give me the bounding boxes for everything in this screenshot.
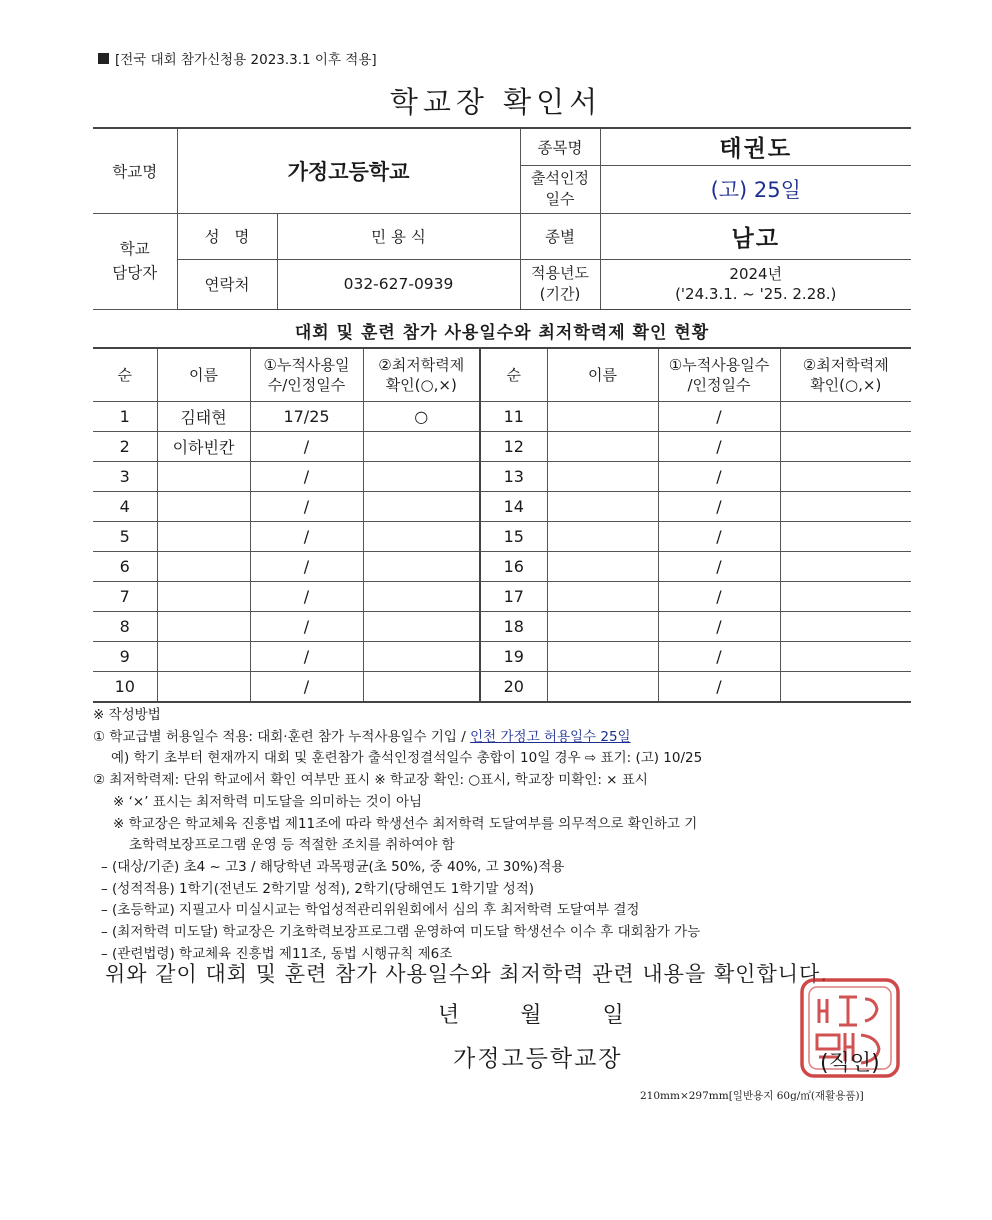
student-name — [547, 582, 658, 612]
row-number: 18 — [480, 612, 547, 642]
days-used: / — [250, 522, 363, 552]
student-name — [547, 552, 658, 582]
min-academic-check — [363, 492, 480, 522]
row-number: 9 — [93, 642, 157, 672]
table-row — [93, 492, 911, 522]
col-header-check-left: ②최저학력제 확인(○,×) — [363, 348, 480, 402]
student-name — [157, 672, 250, 703]
row-number: 16 — [480, 552, 547, 582]
contact-name-value: 민 용 식 — [277, 213, 520, 259]
seal-label: (직인) — [820, 1051, 880, 1076]
days-used: / — [250, 582, 363, 612]
days-used: / — [250, 462, 363, 492]
min-academic-check — [780, 612, 911, 642]
confirmation-statement: 위와 같이 대회 및 훈련 참가 사용일수와 최저학력 관련 내용을 확인합니다. — [105, 962, 829, 986]
sport-label: 종목명 — [520, 128, 600, 165]
applicable-year-value: 2024년 — [729, 265, 783, 283]
row-number: 11 — [480, 402, 547, 432]
roster-header-row — [93, 348, 911, 402]
student-name — [547, 672, 658, 703]
table-row — [93, 462, 911, 492]
student-name — [157, 552, 250, 582]
student-name — [547, 462, 658, 492]
min-academic-check — [780, 582, 911, 612]
school-info-table — [93, 127, 911, 310]
student-name — [157, 522, 250, 552]
row-number: 20 — [480, 672, 547, 703]
applicable-year-label: 적용년도 (기간) — [520, 259, 600, 309]
days-used: / — [250, 672, 363, 703]
division-value: 남고 — [600, 213, 911, 259]
student-name — [547, 492, 658, 522]
instruction-line: – (최저학력 미도달) 학교장은 기초학력보장프로그램 운영하여 미도달 학생선수 이수 후 대회참가 가능 — [101, 924, 701, 941]
col-header-days-right: ①누적사용일수 /인정일수 — [658, 348, 780, 402]
min-academic-check — [780, 552, 911, 582]
days-used: / — [250, 492, 363, 522]
min-academic-check — [363, 582, 480, 612]
row-number: 2 — [93, 432, 157, 462]
row-number: 17 — [480, 582, 547, 612]
instruction-line: – (대상/기준) 초4 ~ 고3 / 해당학년 과목평균(초 50%, 중 40%, 고 30%)적용 — [101, 858, 565, 875]
row-number: 10 — [93, 672, 157, 703]
attendance-days-value: (고) 25일 — [600, 165, 911, 213]
student-name — [157, 612, 250, 642]
days-used: / — [250, 642, 363, 672]
student-name — [547, 612, 658, 642]
contact-group-label: 학교 담당자 — [93, 213, 177, 309]
table-row — [93, 672, 911, 703]
document-title: 학교장 확인서 — [389, 85, 603, 119]
section-title: 대회 및 훈련 참가 사용일수와 최저학력제 확인 현황 — [294, 323, 710, 343]
form-header-note — [98, 48, 377, 68]
days-used: / — [658, 612, 780, 642]
row-number: 12 — [480, 432, 547, 462]
school-name-value: 가정고등학교 — [177, 128, 520, 213]
days-used: / — [250, 612, 363, 642]
student-name — [157, 492, 250, 522]
row-number: 1 — [93, 402, 157, 432]
instruction-text: ① 학교급별 허용일수 적용: 대회·훈련 참가 누적사용일수 기입 / — [93, 728, 466, 745]
col-header-no-right: 순 — [480, 348, 547, 402]
table-row — [93, 402, 911, 432]
student-name — [547, 642, 658, 672]
days-used: / — [658, 582, 780, 612]
student-name: 이하빈칸 — [157, 432, 250, 462]
min-academic-check — [363, 672, 480, 703]
sport-value: 태권도 — [600, 128, 911, 165]
instructions-heading: ※ 작성방법 — [93, 707, 161, 723]
col-header-no-left: 순 — [93, 348, 157, 402]
min-academic-check — [780, 462, 911, 492]
instruction-line: 예) 학기 초부터 현재까지 대회 및 훈련참가 출석인정결석일수 총합이 10일 경우 ⇨ 표기: (고) 10/25 — [111, 750, 703, 767]
instruction-line: ※ 학교장은 학교체육 진흥법 제11조에 따라 학생선수 최저학력 도달여부를 의무적으로 확인하고 기 — [113, 815, 698, 832]
row-number: 4 — [93, 492, 157, 522]
date-line — [438, 998, 678, 1029]
attendance-days-label: 출석인정 일수 — [520, 165, 600, 213]
square-bullet-icon — [98, 53, 109, 64]
instruction-line: ② 최저학력제: 단위 학교에서 확인 여부만 표시 ※ 학교장 확인: ○표시, 학교장 미확인: × 표시 — [93, 772, 648, 789]
min-academic-check — [780, 672, 911, 703]
row-number: 3 — [93, 462, 157, 492]
applicable-year-cell — [600, 259, 911, 309]
date-day-label: 일 — [602, 1003, 624, 1028]
school-name-label: 학교명 — [93, 128, 177, 213]
table-row — [93, 642, 911, 672]
contact-phone-value: 032-627-0939 — [277, 259, 520, 309]
date-month-label: 월 — [520, 1003, 542, 1028]
days-used: / — [658, 522, 780, 552]
table-row — [93, 582, 911, 612]
min-academic-check — [780, 642, 911, 672]
days-used: / — [658, 462, 780, 492]
min-academic-check — [780, 432, 911, 462]
col-header-days-left: ①누적사용일 수/인정일수 — [250, 348, 363, 402]
principal-name: 가정고등학교장 — [453, 1046, 623, 1072]
table-row — [93, 522, 911, 552]
days-used: / — [658, 432, 780, 462]
contact-phone-label: 연락처 — [177, 259, 277, 309]
allowed-days-link: 인천 가정고 허용일수 25일 — [470, 728, 631, 745]
table-row — [93, 612, 911, 642]
min-academic-check — [780, 402, 911, 432]
row-number: 6 — [93, 552, 157, 582]
row-number: 19 — [480, 642, 547, 672]
min-academic-check — [363, 642, 480, 672]
student-name — [547, 522, 658, 552]
roster-table — [93, 347, 911, 703]
instruction-line: – (성적적용) 1학기(전년도 2학기말 성적), 2학기(당해연도 1학기말 성적) — [101, 880, 535, 897]
days-used: / — [658, 672, 780, 703]
min-academic-check — [363, 612, 480, 642]
instruction-line: ※ ‘×’ 표시는 최저학력 미도달을 의미하는 것이 아님 — [113, 793, 423, 810]
days-used: / — [658, 402, 780, 432]
row-number: 14 — [480, 492, 547, 522]
student-name — [547, 432, 658, 462]
table-row — [93, 552, 911, 582]
col-header-name-right: 이름 — [547, 348, 658, 402]
form-note-text: [전국 대회 참가신청용 2023.3.1 이후 적용] — [115, 52, 377, 68]
table-row — [93, 432, 911, 462]
student-name — [157, 642, 250, 672]
instruction-line: 초학력보장프로그램 운영 등 적절한 조치를 취하여야 함 — [129, 837, 455, 854]
min-academic-check: ○ — [363, 402, 480, 432]
student-name — [157, 462, 250, 492]
col-header-check-right: ②최저학력제 확인(○,×) — [780, 348, 911, 402]
student-name: 김태현 — [157, 402, 250, 432]
row-number: 13 — [480, 462, 547, 492]
instruction-line: – (관련법령) 학교체육 진흥법 제11조, 동법 시행규칙 제6조 — [101, 945, 453, 962]
row-number: 7 — [93, 582, 157, 612]
instruction-line — [93, 727, 923, 749]
days-used: 17/25 — [250, 402, 363, 432]
applicable-period-value: ('24.3.1. ~ '25. 2.28.) — [675, 285, 837, 303]
days-used: / — [250, 552, 363, 582]
min-academic-check — [780, 492, 911, 522]
paper-spec: 210mm×297mm[일반용지 60g/㎡(재활용품)] — [640, 1090, 864, 1102]
division-label: 종별 — [520, 213, 600, 259]
days-used: / — [658, 492, 780, 522]
days-used: / — [658, 552, 780, 582]
student-name — [547, 402, 658, 432]
days-used: / — [250, 432, 363, 462]
row-number: 15 — [480, 522, 547, 552]
contact-name-label: 성 명 — [177, 213, 277, 259]
min-academic-check — [363, 462, 480, 492]
min-academic-check — [363, 522, 480, 552]
row-number: 8 — [93, 612, 157, 642]
instruction-line: – (초등학교) 지필고사 미실시교는 학업성적관리위원회에서 심의 후 최저학력 도달여부 결정 — [101, 902, 640, 919]
instructions-block — [93, 705, 923, 965]
col-header-name-left: 이름 — [157, 348, 250, 402]
min-academic-check — [780, 522, 911, 552]
row-number: 5 — [93, 522, 157, 552]
min-academic-check — [363, 552, 480, 582]
days-used: / — [658, 642, 780, 672]
date-year-label: 년 — [438, 1003, 460, 1028]
student-name — [157, 582, 250, 612]
min-academic-check — [363, 432, 480, 462]
